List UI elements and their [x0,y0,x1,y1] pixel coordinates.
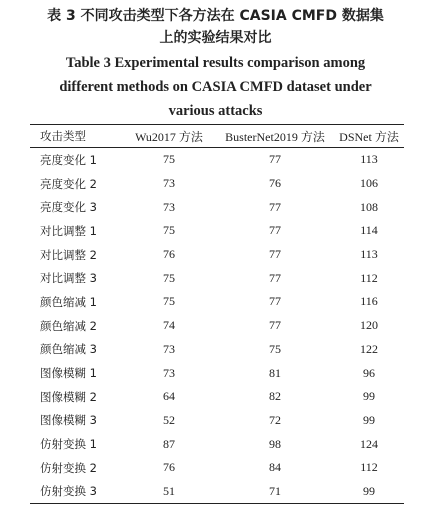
cell-attack-type: 对比调整 3 [40,271,97,286]
table-caption-english [0,51,431,123]
cell-wu2017: 76 [163,247,175,262]
cell-busternet2019: 77 [269,199,281,214]
cell-attack-type: 对比调整 1 [40,223,97,238]
cell-attack-type: 亮度变化 1 [40,152,97,167]
cell-busternet2019: 98 [269,436,281,451]
caption-cn-line-1: 表 3 不同攻击类型下各方法在 CASIA CMFD 数据集 [47,8,384,24]
table-row [30,148,404,172]
cell-wu2017: 75 [163,294,175,309]
caption-en-line-3: various attacks [168,103,263,119]
cell-dsnet: 113 [360,152,378,167]
cell-busternet2019: 77 [269,270,281,285]
cell-dsnet: 124 [360,436,378,451]
cell-wu2017: 76 [163,460,175,475]
cell-dsnet: 120 [360,318,378,333]
cell-busternet2019: 77 [269,223,281,238]
cell-wu2017: 74 [163,318,175,333]
cell-busternet2019: 76 [269,176,281,191]
cell-attack-type: 图像模糊 2 [40,389,97,404]
table-row [30,480,404,504]
cell-dsnet: 116 [360,294,378,309]
header-busternet2019: BusterNet2019 方法 [216,125,334,148]
cell-dsnet: 99 [363,389,375,404]
table-row [30,385,404,409]
cell-busternet2019: 81 [269,365,281,380]
cell-wu2017: 51 [122,480,216,504]
table-row [30,409,404,433]
table-row [30,290,404,314]
table-row [30,314,404,338]
cell-wu2017: 64 [163,389,175,404]
cell-busternet2019: 77 [269,247,281,262]
header-attack-type: 攻击类型 [30,125,122,148]
table-row [30,338,404,362]
cell-attack-type: 颜色缩减 1 [40,294,97,309]
cell-busternet2019: 72 [269,412,281,427]
cell-dsnet: 99 [363,412,375,427]
table-row [30,456,404,480]
cell-wu2017: 87 [163,436,175,451]
cell-attack-type: 仿射变换 1 [40,437,97,452]
cell-attack-type: 对比调整 2 [40,247,97,262]
table-row [30,219,404,243]
table-row [30,243,404,267]
caption-en-line-1: Table 3 Experimental results comparison among [65,55,366,71]
table-caption-chinese [0,5,431,49]
cell-attack-type: 图像模糊 3 [40,413,97,428]
cell-wu2017: 75 [163,223,175,238]
cell-busternet2019: 77 [269,152,281,167]
cell-busternet2019: 84 [269,460,281,475]
table-header-row [30,125,404,148]
cell-wu2017: 52 [163,412,175,427]
cell-wu2017: 73 [163,365,175,380]
table-row [30,172,404,196]
cell-busternet2019: 75 [269,341,281,356]
table-row [30,266,404,290]
cell-dsnet: 112 [360,460,378,475]
cell-dsnet: 112 [360,270,378,285]
cell-wu2017: 73 [163,341,175,356]
cell-attack-type: 亮度变化 3 [40,200,97,215]
table-row [30,432,404,456]
cell-busternet2019: 77 [269,318,281,333]
cell-wu2017: 75 [163,152,175,167]
cell-attack-type: 仿射变换 2 [40,460,97,475]
cell-attack-type: 仿射变换 3 [30,480,122,504]
cell-wu2017: 75 [163,270,175,285]
cell-dsnet: 108 [360,199,378,214]
cell-attack-type: 图像模糊 1 [40,366,97,381]
cell-attack-type: 颜色缩减 3 [40,342,97,357]
cell-attack-type: 亮度变化 2 [40,176,97,191]
header-dsnet: DSNet 方法 [334,125,404,148]
results-table [30,124,404,504]
header-wu2017: Wu2017 方法 [122,125,216,148]
cell-busternet2019: 82 [269,389,281,404]
cell-dsnet: 96 [363,365,375,380]
cell-dsnet: 113 [360,247,378,262]
cell-busternet2019: 77 [269,294,281,309]
cell-dsnet: 106 [360,176,378,191]
cell-wu2017: 73 [163,199,175,214]
table-row [30,361,404,385]
caption-en-line-2: different methods on CASIA CMFD dataset under [59,79,372,95]
cell-dsnet: 122 [360,341,378,356]
cell-dsnet: 114 [360,223,378,238]
cell-dsnet: 99 [334,480,404,504]
table-row [30,195,404,219]
cell-attack-type: 颜色缩减 2 [40,318,97,333]
caption-cn-line-2: 上的实验结果对比 [159,30,272,46]
cell-wu2017: 73 [163,176,175,191]
cell-busternet2019: 71 [216,480,334,504]
